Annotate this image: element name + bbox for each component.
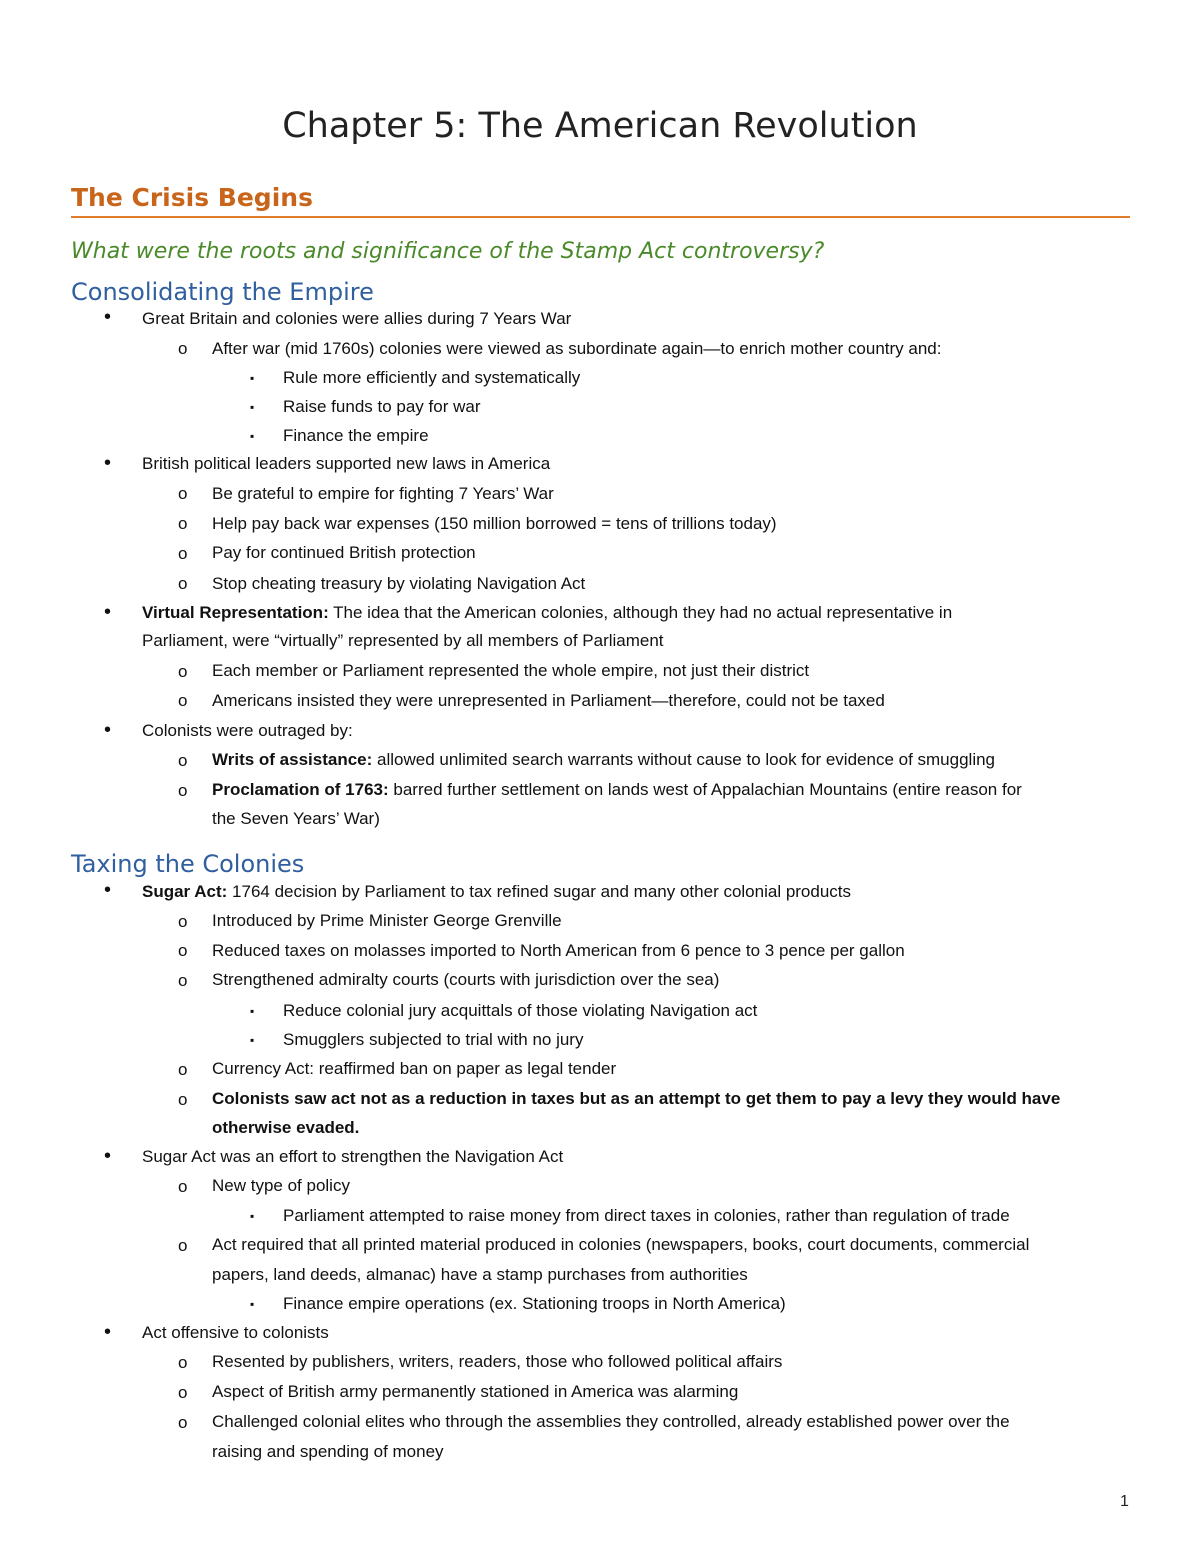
square-marker: ▪ [250,400,255,414]
bullet-marker: • [104,601,112,623]
circle-marker: o [178,1090,188,1109]
list-item-continuation: raising and spending of money [212,1442,444,1461]
bullet-marker: • [104,879,112,901]
circle-marker: o [178,1413,188,1432]
list-item [212,747,995,773]
definition: allowed unlimited search warrants without cause to look for evidence of smuggling [372,750,996,769]
subheading-taxing: Taxing the Colonies [71,850,305,878]
circle-marker: o [178,339,188,358]
list-item: Colonists were outraged by: [142,721,353,740]
list-item: Each member or Parliament represented the whole empire, not just their district [212,661,810,680]
page-number: 1 [1120,1493,1129,1510]
circle-marker: o [178,1353,188,1372]
list-item: After war (mid 1760s) colonies were viewed as subordinate again—to enrich mother country and: [212,339,942,358]
list-item: Introduced by Prime Minister George Grenville [212,911,562,930]
circle-marker: o [178,484,188,503]
bullet-marker: • [104,452,112,474]
circle-marker: o [178,662,188,681]
list-item: Finance the empire [283,426,429,445]
list-item: Aspect of British army permanently stationed in America was alarming [212,1382,739,1401]
list-item: Colonists saw act not as a reduction in taxes but as an attempt to get them to pay a levy they would have [212,1089,1061,1108]
list-item: Challenged colonial elites who through the assemblies they controlled, already established power over the [212,1412,1010,1431]
definition: 1764 decision by Parliament to tax refined sugar and many other colonial products [227,882,852,901]
square-marker: ▪ [250,1209,255,1223]
circle-marker: o [178,781,188,800]
bullet-marker: • [104,719,112,741]
list-item: Strengthened admiralty courts (courts with jurisdiction over the sea) [212,970,720,989]
list-item: Act required that all printed material produced in colonies (newspapers, books, court documents, commercial [212,1235,1030,1254]
list-item: Help pay back war expenses (150 million borrowed = tens of trillions today) [212,514,777,533]
list-item-continuation: Parliament, were “virtually” represented by all members of Parliament [142,631,664,650]
square-marker: ▪ [250,1033,255,1047]
circle-marker: o [178,574,188,593]
chapter-title: Chapter 5: The American Revolution [282,106,918,146]
section-divider [71,216,1130,218]
list-item: Reduce colonial jury acquittals of those violating Navigation act [283,1001,758,1020]
list-item: Rule more efficiently and systematically [283,368,581,387]
circle-marker: o [178,514,188,533]
list-item: New type of policy [212,1176,350,1195]
circle-marker: o [178,691,188,710]
section-heading: The Crisis Begins [71,183,313,212]
circle-marker: o [178,1060,188,1079]
list-item: Resented by publishers, writers, readers, those who followed political affairs [212,1352,783,1371]
square-marker: ▪ [250,1004,255,1018]
square-marker: ▪ [250,1297,255,1311]
list-item [142,600,952,626]
term: Proclamation of 1763: [212,780,389,799]
subheading-consolidating: Consolidating the Empire [71,278,374,306]
list-item: Be grateful to empire for fighting 7 Years’ War [212,484,554,503]
list-item: Great Britain and colonies were allies during 7 Years War [142,309,572,328]
circle-marker: o [178,912,188,931]
list-item-continuation: the Seven Years’ War) [212,809,380,828]
guiding-question: What were the roots and significance of the Stamp Act controversy? [71,239,825,264]
circle-marker: o [178,1236,188,1255]
circle-marker: o [178,751,188,770]
list-item: Raise funds to pay for war [283,397,481,416]
term: Sugar Act: [142,882,228,901]
list-item: Sugar Act was an effort to strengthen the Navigation Act [142,1147,564,1166]
list-item [142,879,851,905]
term: Virtual Representation: [142,603,329,622]
definition: barred further settlement on lands west of Appalachian Mountains (entire reason for [388,780,1022,799]
circle-marker: o [178,971,188,990]
list-item [212,777,1022,803]
list-item: Parliament attempted to raise money from direct taxes in colonies, rather than regulation of trade [283,1206,1010,1225]
circle-marker: o [178,941,188,960]
list-item: Currency Act: reaffirmed ban on paper as legal tender [212,1059,617,1078]
circle-marker: o [178,1177,188,1196]
list-item: Pay for continued British protection [212,543,476,562]
square-marker: ▪ [250,429,255,443]
list-item: Act offensive to colonists [142,1323,329,1342]
list-item: Smugglers subjected to trial with no jury [283,1030,584,1049]
list-item: Americans insisted they were unrepresented in Parliament—therefore, could not be taxed [212,691,885,710]
bullet-marker: • [104,1321,112,1343]
bullet-marker: • [104,306,112,328]
list-item: Reduced taxes on molasses imported to North American from 6 pence to 3 pence per gallon [212,941,905,960]
circle-marker: o [178,544,188,563]
term: Writs of assistance: [212,750,373,769]
square-marker: ▪ [250,371,255,385]
list-item: British political leaders supported new laws in America [142,454,551,473]
list-item: Stop cheating treasury by violating Navigation Act [212,574,586,593]
list-item: Finance empire operations (ex. Stationing troops in North America) [283,1294,786,1313]
list-item-continuation: papers, land deeds, almanac) have a stamp purchases from authorities [212,1265,748,1284]
list-item-continuation: otherwise evaded. [212,1118,360,1137]
bullet-marker: • [104,1145,112,1167]
definition: The idea that the American colonies, although they had no actual representative in [328,603,953,622]
circle-marker: o [178,1383,188,1402]
